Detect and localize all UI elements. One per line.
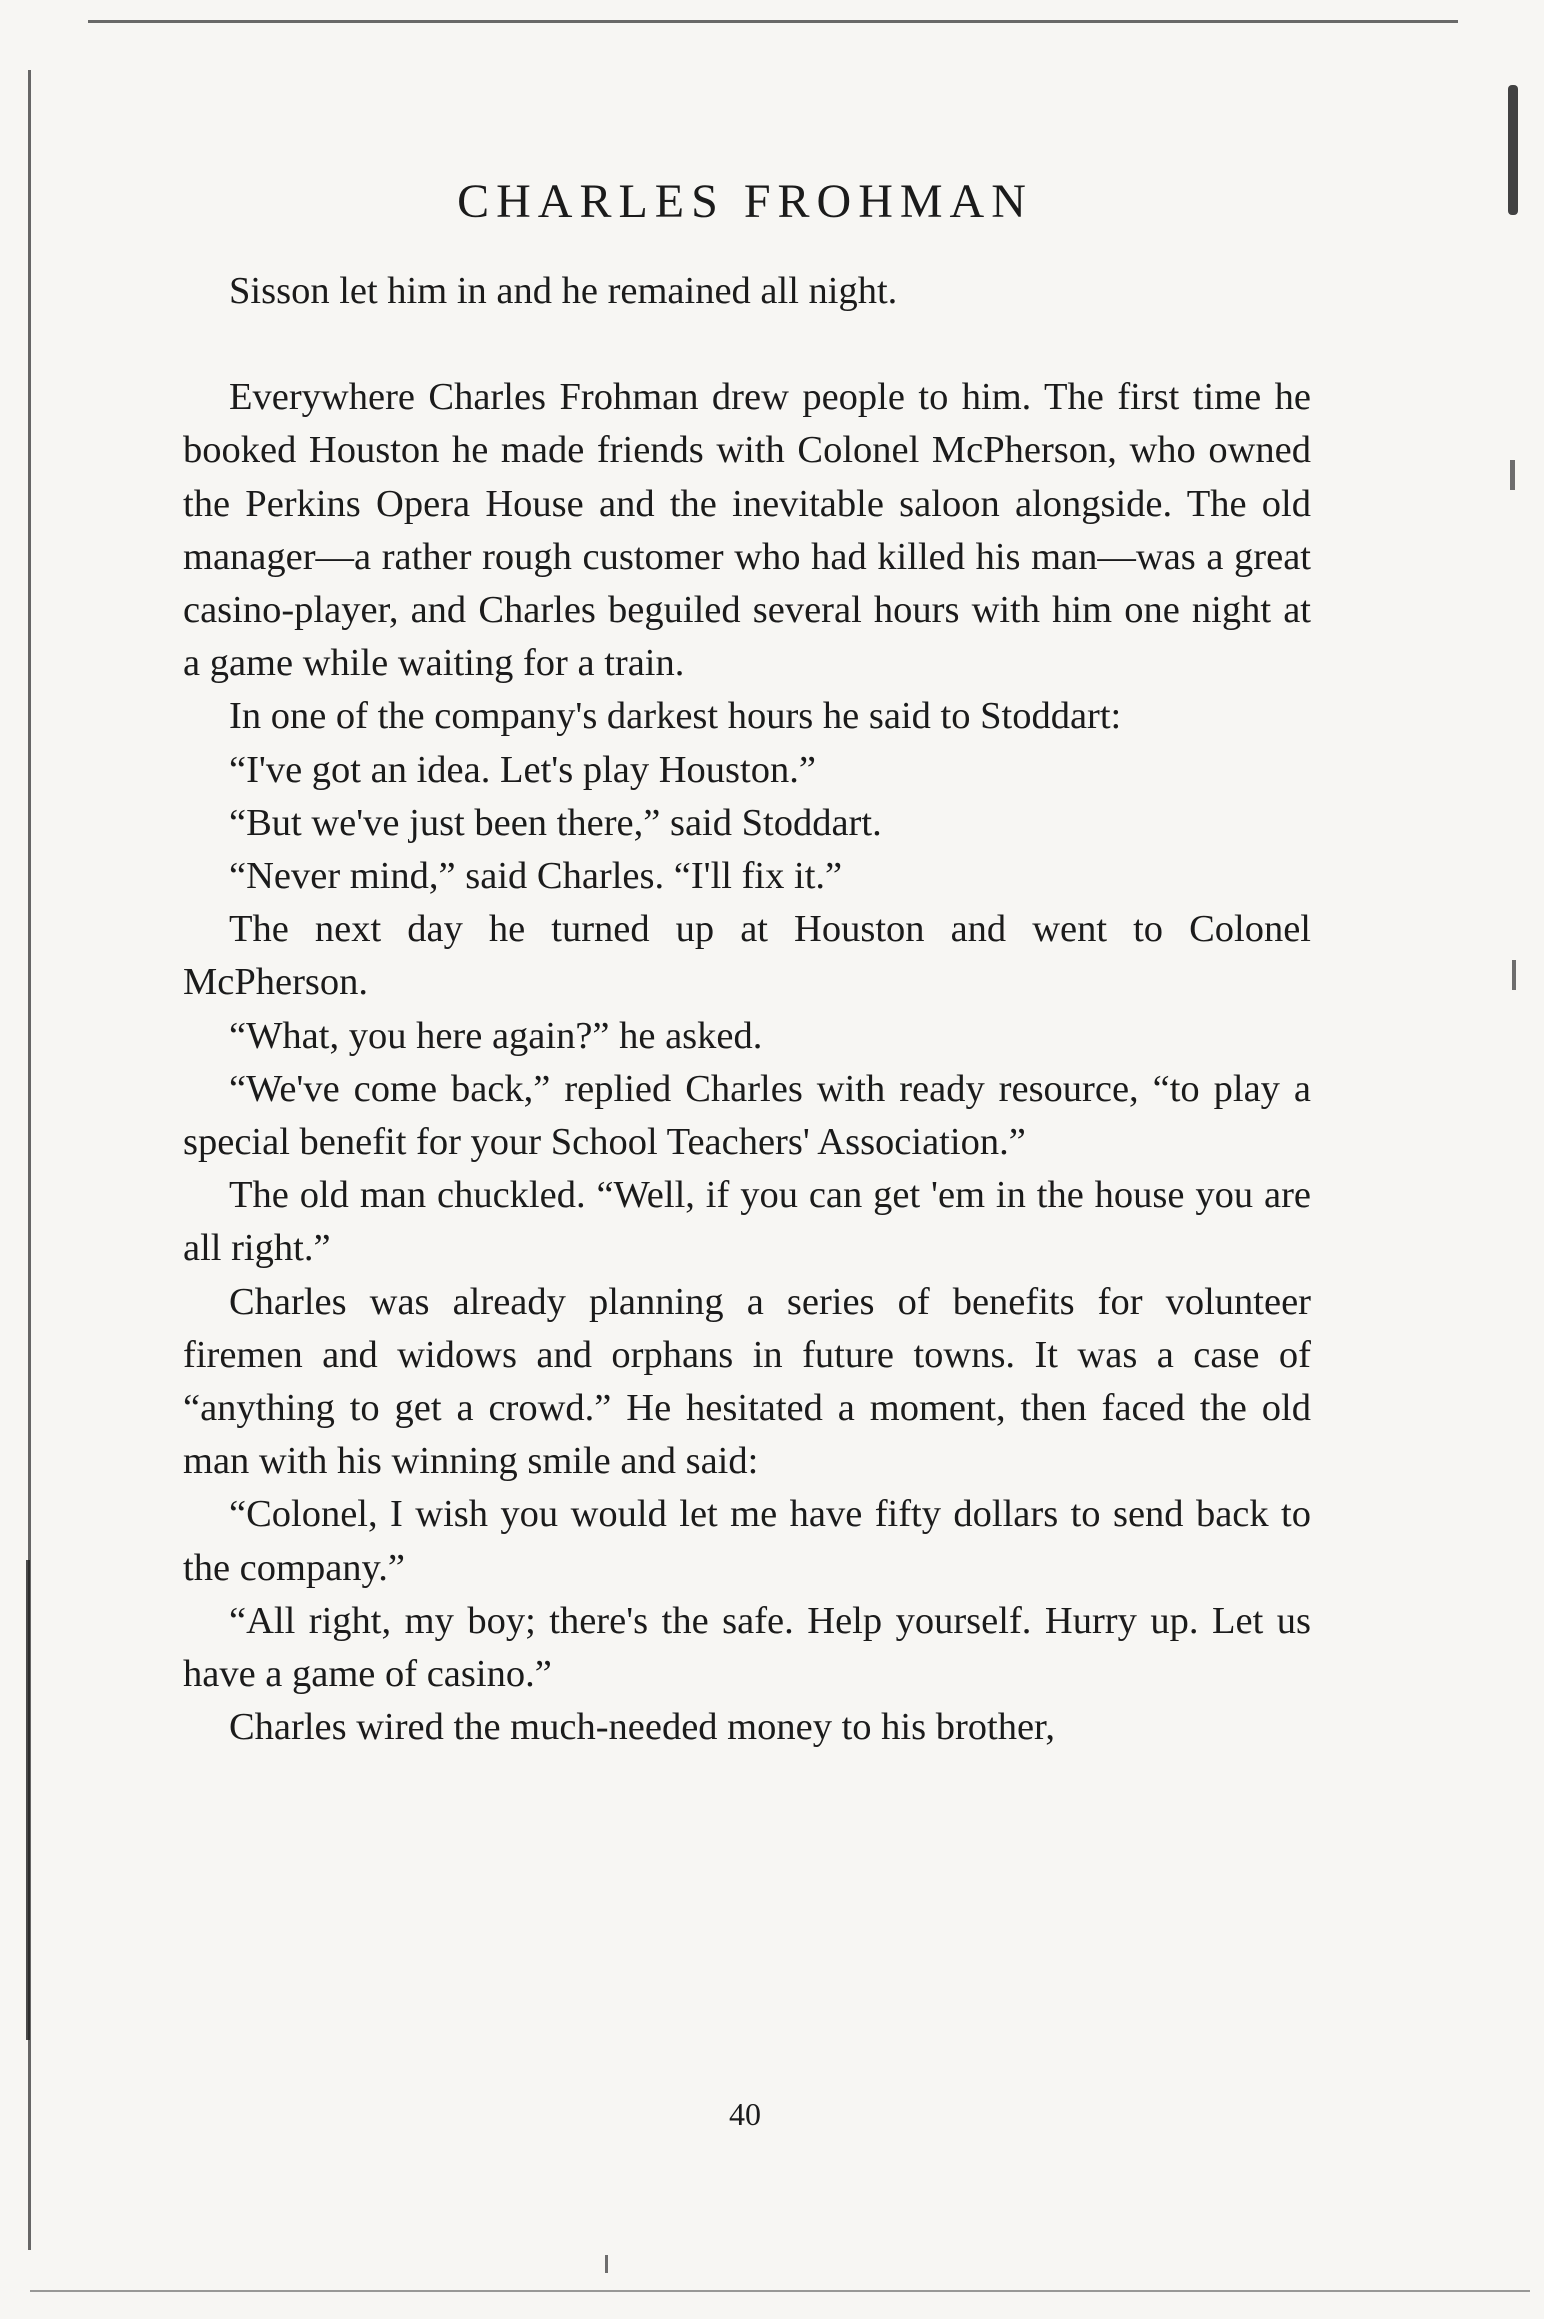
running-title: CHARLES FROHMAN xyxy=(457,175,1033,228)
paragraph: Sisson let him in and he remained all night. xyxy=(229,270,898,312)
paragraph: Charles was already planning a series of benefits for volunteer firemen and widows and orphans in future towns. It was a case of “anything to get a crowd.” He hesitated a moment, then faced the old man with his winning smile and said: xyxy=(183,1280,1311,1483)
paragraph: “I've got an idea. Let's play Houston.” xyxy=(229,748,816,791)
scan-right-speck xyxy=(1512,960,1516,990)
scan-right-speck xyxy=(1510,460,1515,490)
scan-left-edge-dark xyxy=(26,1560,30,2040)
paragraph: “But we've just been there,” said Stoddart. xyxy=(229,801,882,844)
paragraph: Everywhere Charles Frohman drew people to him. The first time he booked Houston he made friends with Colonel McPherson, who owned the Perkins Opera House and the inevitable saloon alongside. The old manager—a rather rough customer who had killed his man—was a great casino-player, and Charles beguiled several hours with him one night at a game while waiting for a train. xyxy=(183,376,1311,685)
paragraph: “Never mind,” said Charles. “I'll fix it.” xyxy=(229,855,843,898)
paragraph: The next day he turned up at Houston and went to Colonel McPherson. xyxy=(183,908,1311,1004)
paragraph: In one of the company's darkest hours he said to Stoddart: xyxy=(229,695,1122,738)
page-number: 40 xyxy=(729,2096,761,2132)
paragraph: Charles wired the much-needed money to his brother, xyxy=(229,1706,1055,1749)
paragraph: “All right, my boy; there's the safe. Help yourself. Hurry up. Let us have a game of casino.” xyxy=(183,1599,1311,1696)
paragraph: “What, you here again?” he asked. xyxy=(229,1014,763,1057)
scan-top-rule xyxy=(88,20,1458,23)
paragraph: The old man chuckled. “Well, if you can get 'em in the house you are all right.” xyxy=(183,1174,1311,1270)
scan-bottom-tick xyxy=(605,2255,608,2273)
scan-right-mark xyxy=(1508,85,1518,215)
paragraph: “We've come back,” replied Charles with ready resource, “to play a special benefit for your School Teachers' Association.” xyxy=(183,1067,1311,1164)
paragraph: “Colonel, I wish you would let me have fifty dollars to send back to the company.” xyxy=(183,1493,1311,1589)
scan-bottom-rule xyxy=(30,2290,1530,2292)
body-text xyxy=(183,265,1311,1754)
